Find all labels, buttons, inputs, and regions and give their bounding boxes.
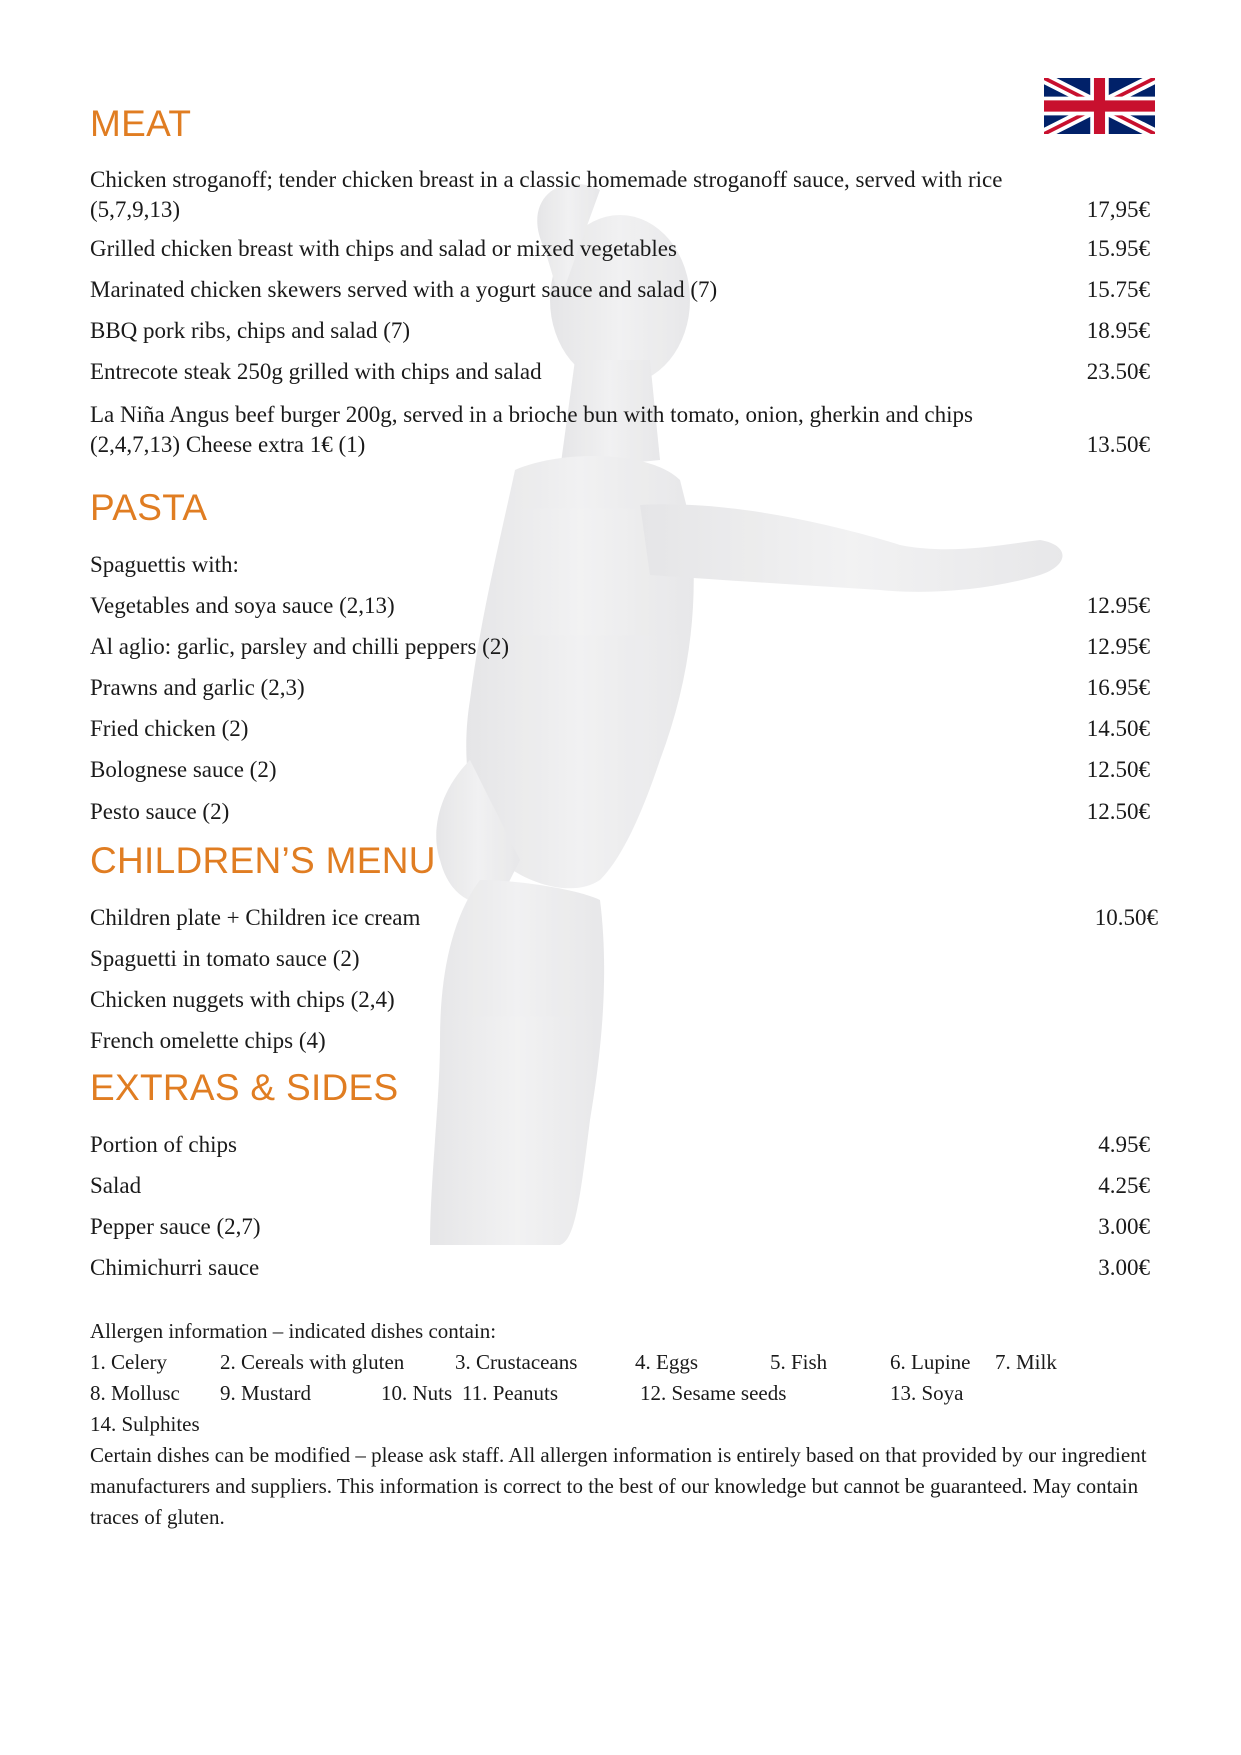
allergen-item: 13. Soya bbox=[890, 1381, 964, 1405]
menu-item-price: 3.00€ bbox=[1098, 1255, 1150, 1280]
menu-item-price: 12.95€ bbox=[1086, 634, 1150, 659]
allergen-item: 7. Milk bbox=[995, 1350, 1057, 1374]
allergen-item: 14. Sulphites bbox=[90, 1412, 200, 1436]
allergen-row bbox=[90, 1409, 1170, 1440]
menu-item-price: 14.50€ bbox=[1086, 716, 1150, 741]
menu-item bbox=[90, 234, 1150, 264]
allergen-item: 3. Crustaceans bbox=[455, 1350, 578, 1374]
menu-item bbox=[90, 673, 1150, 703]
menu-subheading bbox=[90, 550, 1150, 580]
menu-item-name: Grilled chicken breast with chips and salad or mixed vegetables bbox=[90, 236, 677, 261]
allergen-item: 12. Sesame seeds bbox=[640, 1381, 787, 1405]
menu-item-name: Marinated chicken skewers served with a yogurt sauce and salad (7) bbox=[90, 277, 718, 302]
allergen-row bbox=[90, 1347, 1170, 1378]
menu-item-price: 12.50€ bbox=[1086, 799, 1150, 824]
menu-item-name: Spaguetti in tomato sauce (2) bbox=[90, 946, 360, 971]
menu-item-price: 23.50€ bbox=[1086, 359, 1150, 384]
menu-item bbox=[90, 632, 1150, 662]
menu-item-name: Salad bbox=[90, 1173, 142, 1198]
allergen-item: 6. Lupine bbox=[890, 1350, 971, 1374]
menu-item-name: Pepper sauce (2,7) bbox=[90, 1214, 261, 1239]
allergen-disclaimer: Certain dishes can be modified – please ask staff. All allergen information is entirely based on that provided by our ingredient manufacturers and suppliers. This information is correct to the best of our knowledge but cannot be guaranteed. May contain traces of gluten. bbox=[90, 1443, 1147, 1529]
menu-item bbox=[90, 944, 1150, 974]
pasta-intro: Spaguettis with: bbox=[90, 552, 239, 577]
menu-item bbox=[90, 591, 1150, 621]
menu-item bbox=[90, 275, 1150, 305]
allergen-item: 8. Mollusc bbox=[90, 1381, 180, 1405]
menu-item bbox=[90, 985, 1150, 1015]
menu-item-name: Al aglio: garlic, parsley and chilli peppers (2) bbox=[90, 634, 509, 659]
menu-item-name: Bolognese sauce (2) bbox=[90, 757, 277, 782]
menu-item-price: 12.95€ bbox=[1086, 593, 1150, 618]
menu-item-name: Entrecote steak 250g grilled with chips and salad bbox=[90, 359, 542, 384]
allergen-item: 2. Cereals with gluten bbox=[220, 1350, 405, 1374]
allergen-item: 9. Mustard bbox=[220, 1381, 311, 1405]
menu-item-price: 4.25€ bbox=[1098, 1173, 1150, 1198]
menu-item-name: Children plate + Children ice cream bbox=[90, 905, 421, 930]
menu-item-name: Chicken stroganoff; tender chicken breast in a classic homemade stroganoff sauce, served with rice (5,7,9,13) bbox=[90, 167, 1003, 222]
menu-item bbox=[90, 755, 1150, 785]
menu-item-price: 16.95€ bbox=[1086, 675, 1150, 700]
uk-flag-icon bbox=[1044, 78, 1155, 134]
allergen-row bbox=[90, 1378, 1170, 1409]
menu-item bbox=[90, 400, 1150, 460]
allergen-item: 11. Peanuts bbox=[462, 1381, 559, 1405]
menu-item-name: Prawns and garlic (2,3) bbox=[90, 675, 305, 700]
menu-item bbox=[90, 1130, 1150, 1160]
menu-item-price: 18.95€ bbox=[1086, 318, 1150, 343]
menu-item bbox=[90, 1212, 1150, 1242]
menu-item bbox=[90, 1026, 1150, 1056]
menu-item-price: 10.50€ bbox=[1094, 905, 1158, 930]
menu-item-price: 3.00€ bbox=[1098, 1214, 1150, 1239]
section-title-extras: EXTRAS & SIDES bbox=[90, 1067, 399, 1108]
menu-item bbox=[90, 714, 1150, 744]
menu-item-price: 15.75€ bbox=[1086, 277, 1150, 302]
menu-item bbox=[90, 1171, 1150, 1201]
menu-item-name: Chicken nuggets with chips (2,4) bbox=[90, 987, 395, 1012]
menu-item-name: BBQ pork ribs, chips and salad (7) bbox=[90, 318, 411, 343]
section-title-pasta: PASTA bbox=[90, 487, 208, 528]
allergen-heading: Allergen information – indicated dishes contain: bbox=[90, 1319, 497, 1343]
allergen-item: 10. Nuts bbox=[381, 1381, 453, 1405]
section-title-children: CHILDREN’S MENU bbox=[90, 840, 436, 881]
menu-item bbox=[90, 903, 1158, 933]
menu-item-price: 17,95€ bbox=[1086, 197, 1150, 222]
allergen-item: 1. Celery bbox=[90, 1350, 167, 1374]
allergen-item: 5. Fish bbox=[770, 1350, 828, 1374]
menu-item-name: Portion of chips bbox=[90, 1132, 237, 1157]
menu-item-name: Vegetables and soya sauce (2,13) bbox=[90, 593, 395, 618]
menu-item bbox=[90, 1253, 1150, 1283]
menu-item-name: Pesto sauce (2) bbox=[90, 799, 230, 824]
menu-item bbox=[90, 797, 1150, 827]
menu-item bbox=[90, 165, 1150, 225]
menu-item-name: La Niña Angus beef burger 200g, served in a brioche bun with tomato, onion, gherkin and chips (2,4,7,13) Cheese extra 1€ (1) bbox=[90, 402, 973, 457]
menu-item bbox=[90, 316, 1150, 346]
menu-item-price: 13.50€ bbox=[1086, 432, 1150, 457]
allergen-item: 4. Eggs bbox=[635, 1350, 698, 1374]
menu-item-name: Chimichurri sauce bbox=[90, 1255, 260, 1280]
menu-item-price: 12.50€ bbox=[1086, 757, 1150, 782]
menu-item-name: French omelette chips (4) bbox=[90, 1028, 326, 1053]
menu-item bbox=[90, 357, 1150, 387]
menu-item-price: 4.95€ bbox=[1098, 1132, 1150, 1157]
menu-item-price: 15.95€ bbox=[1086, 236, 1150, 261]
section-title-meat: MEAT bbox=[90, 103, 192, 144]
menu-item-name: Fried chicken (2) bbox=[90, 716, 249, 741]
